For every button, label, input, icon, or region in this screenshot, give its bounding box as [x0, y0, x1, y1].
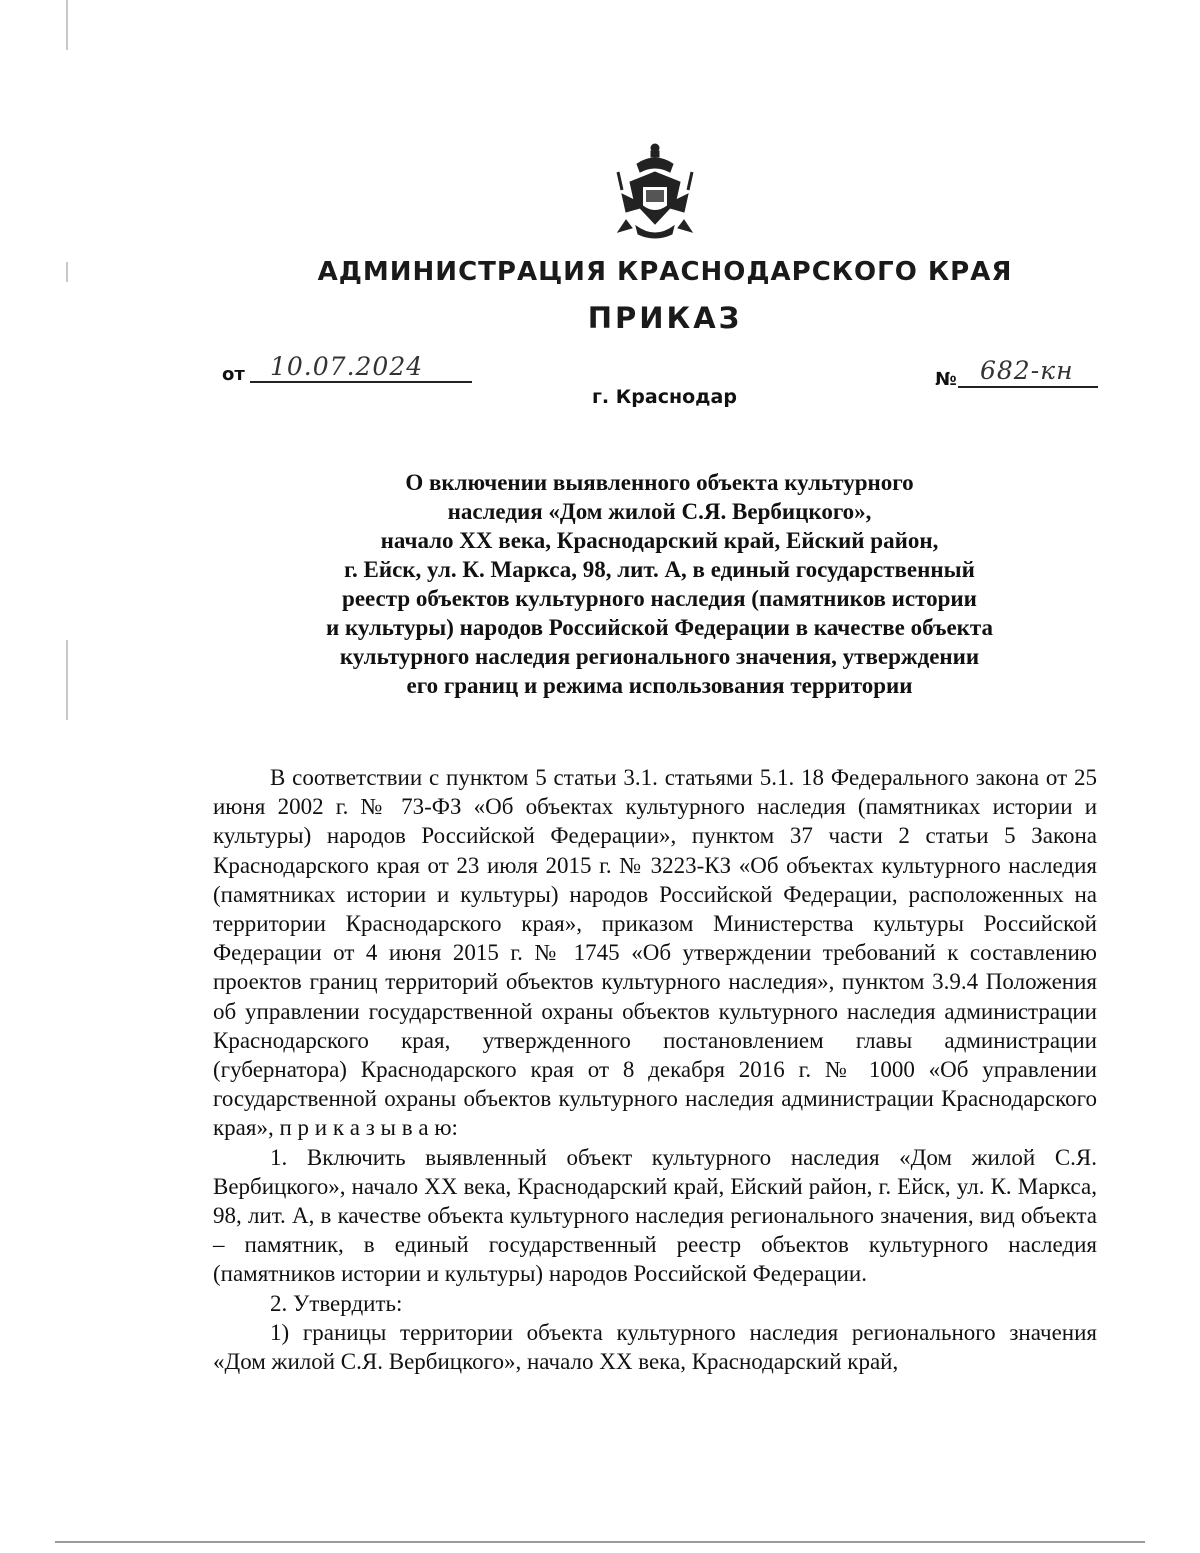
document-body	[213, 763, 1097, 1376]
organization-name: АДМИНИСТРАЦИЯ КРАСНОДАРСКОГО КРАЯ	[317, 257, 1013, 287]
title-line: начало XX века, Краснодарский край, Ейский район,	[380, 528, 939, 553]
title-line: наследия «Дом жилой С.Я. Вербицкого»,	[447, 499, 872, 524]
city: г. Краснодар	[592, 386, 737, 408]
preamble-paragraph: В соответствии с пунктом 5 статьи 3.1. статьями 5.1. 18 Федерального закона от 25 июня 2002 г. № 73-ФЗ «Об объектах культурного наследия (памятниках истории и культуры) народов Российской Федерации», пунктом 37 части 2 статьи 5 Закона Краснодарского края от 23 июля 2015 г. № 3223-КЗ «Об объектах культурного наследия (памятниках истории и культуры) народов Российской Федерации, расположенных на территории Краснодарского края», приказом Министерства культуры Российской Федерации от 4 июня 2015 г. № 1745 «Об утверждении требований к составлению проектов границ территорий объектов культурного наследия», пунктом 3.9.4 Положения об управлении государственной охраны объектов культурного наследия администрации Краснодарского края, утвержденного постановлением главы администрации (губернатора) Краснодарского края от 8 декабря 2016 г. № 1000 «Об управлении государственной охраны объектов культурного наследия администрации Краснодарского края», п р и к а з ы в а ю:	[213, 765, 1097, 1141]
title-line: и культуры) народов Российской Федерации в качестве объекта	[325, 615, 994, 640]
scan-edge-left	[66, 0, 68, 50]
date-line	[250, 381, 472, 383]
document-type: ПРИКАЗ	[587, 301, 743, 335]
coat-of-arms-icon	[612, 142, 698, 242]
title-line: О включении выявленного объекта культурного	[405, 470, 914, 495]
title-line: реестр объектов культурного наследия (памятников истории	[342, 586, 977, 611]
date-value: 10.07.2024	[270, 352, 424, 381]
title-line: культурного наследия регионального значения, утверждении	[339, 644, 980, 669]
item-2-1-paragraph: 1) границы территории объекта культурного наследия регионального значения «Дом жилой С.Я. Вербицкого», начало XX века, Краснодарский край,	[213, 1319, 1097, 1375]
item-2-paragraph: 2. Утвердить:	[270, 1290, 403, 1316]
title-line: г. Ейск, ул. К. Маркса, 98, лит. А, в единый государственный	[344, 557, 975, 582]
number-line	[958, 386, 1098, 388]
scan-edge-bottom	[55, 1541, 1145, 1543]
scan-edge-left-low	[66, 640, 68, 720]
document-title	[262, 468, 1057, 700]
title-line: его границ и режима использования территории	[406, 673, 913, 698]
item-1-paragraph: 1. Включить выявленный объект культурного наследия «Дом жилой С.Я. Вербицкого», начало XX века, Краснодарский край, Ейский район, г. Ейск, ул. К. Маркса, 98, лит. А, в качестве объекта культурного наследия регионального значения, вид объекта – памятник, в единый государственный реестр объектов культурного наследия (памятников истории и культуры) народов Российской Федерации.	[213, 1144, 1097, 1287]
number-label: №	[935, 369, 957, 390]
number-value: 682-кн	[980, 356, 1074, 385]
date-label: от	[222, 364, 245, 385]
